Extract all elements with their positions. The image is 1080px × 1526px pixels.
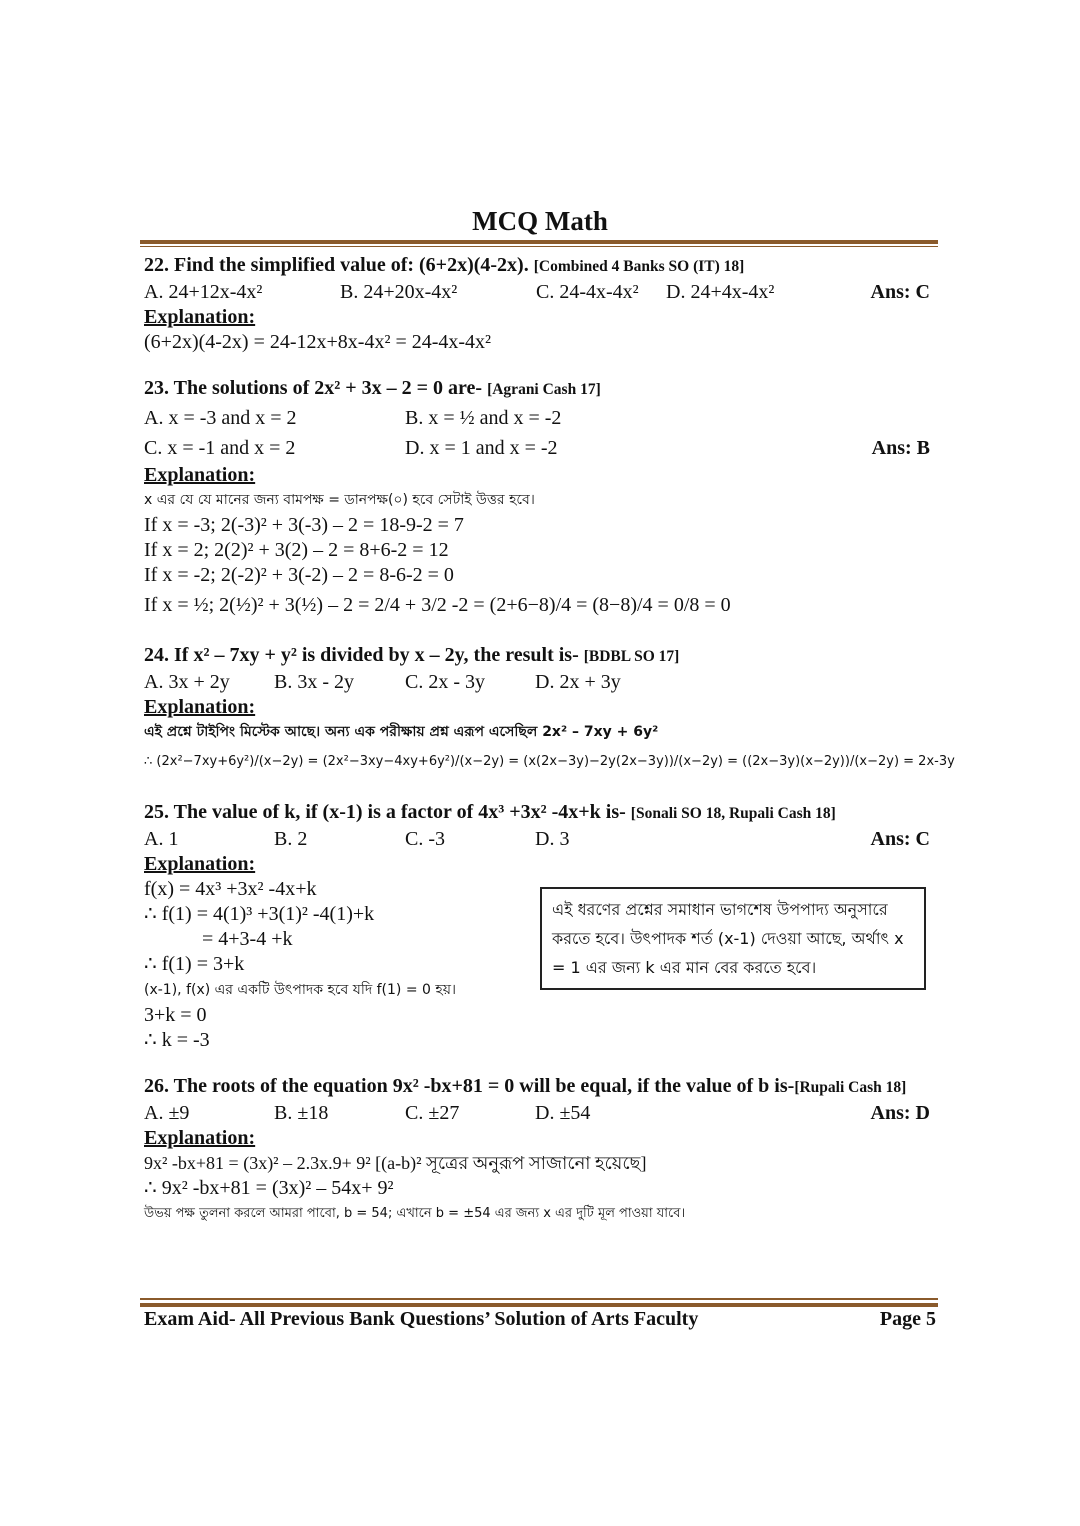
explanation-line: f(x) = 4x³ +3x² -4x+k <box>144 878 317 900</box>
explanation-heading: Explanation: <box>144 696 256 718</box>
question-text: 26. The roots of the equation 9x² -bx+81 = 0 will be equal, if the value of b is-[Rupali Cash 18] <box>144 1075 907 1097</box>
option-a: A. 24+12x-4x² <box>144 281 263 303</box>
option-b: B. 2 <box>274 828 308 850</box>
explanation-heading: Explanation: <box>144 1127 256 1149</box>
option-b: B. 24+20x-4x² <box>340 281 458 303</box>
page-title: MCQ Math <box>472 206 608 236</box>
option-a: A. 3x + 2y <box>144 671 230 693</box>
explanation-line: = 4+3-4 +k <box>202 928 293 950</box>
question-23 <box>144 375 930 622</box>
option-d: D. 2x + 3y <box>535 671 621 693</box>
answer: Ans: C <box>870 828 930 850</box>
option-d: D. x = 1 and x = -2 <box>405 437 558 459</box>
note-box: এই ধরণের প্রশ্নের সমাধান ভাগশেষ উপপাদ্য অনুসারে করতে হবে। উৎপাদক শর্ত (x-1) দেওয়া আছে, অর্থাৎ x = 1 এর জন্য k এর মান বের করতে হবে। <box>540 887 926 990</box>
question-text: 22. Find the simplified value of: (6+2x)(4-2x). [Combined 4 Banks SO (IT) 18] <box>144 254 745 276</box>
explanation-line: ∴ k = -3 <box>144 1029 210 1051</box>
header-rule <box>140 240 938 244</box>
footer-title: Exam Aid- All Previous Bank Questions’ Solution of Arts Faculty <box>144 1308 699 1330</box>
explanation-line: If x = -2; 2(-2)² + 3(-2) – 2 = 8-6-2 = 0 <box>144 564 454 586</box>
explanation-line: এই প্রশ্নে টাইপিং মিস্টেক আছে। অন্য এক পরীক্ষায় প্রশ্ন এরূপ এসেছিল 2x² – 7xy + 6y² <box>144 724 659 740</box>
explanation-line: If x = ½; 2(½)² + 3(½) – 2 = 2/4 + 3/2 -2 = (2+6−8)/4 = (8−8)/4 = 0/8 = 0 <box>144 594 731 616</box>
question-text: 23. The solutions of 2x² + 3x – 2 = 0 are- [Agrani Cash 17] <box>144 377 601 399</box>
question-26 <box>144 1073 930 1226</box>
footer-rule <box>140 1303 938 1307</box>
explanation-line: 3+k = 0 <box>144 1004 207 1026</box>
page-content <box>144 252 955 1246</box>
option-d: D. 3 <box>535 828 570 850</box>
option-c: C. -3 <box>405 828 445 850</box>
question-text: 25. The value of k, if (x-1) is a factor of 4x³ +3x² -4x+k is- [Sonali SO 18, Rupali Cash 18] <box>144 801 836 823</box>
option-d: D. 24+4x-4x² <box>666 281 775 303</box>
options-row <box>144 1101 930 1126</box>
explanation-heading: Explanation: <box>144 853 256 875</box>
question-24 <box>144 642 955 779</box>
option-a: A. 1 <box>144 828 179 850</box>
option-d: D. ±54 <box>535 1102 591 1124</box>
options-row <box>144 670 930 695</box>
explanation-line: ∴ (2x²−7xy+6y²)/(x−2y) = (2x²−3xy−4xy+6y²)/(x−2y) = (x(2x−3y)−2y(2x−3y))/(x−2y) = ((2x−3y)(x−2y))/(x−2y) = 2x-3y <box>144 754 955 769</box>
explanation-line: If x = -3; 2(-3)² + 3(-3) – 2 = 18-9-2 = 7 <box>144 514 464 536</box>
footer-rule-thin <box>140 1298 938 1300</box>
explanation-line: ∴ f(1) = 4(1)³ +3(1)² -4(1)+k <box>144 903 375 925</box>
options-row <box>144 827 930 852</box>
option-c: C. 24-4x-4x² <box>536 281 639 303</box>
options-row <box>144 403 930 433</box>
explanation-line: ∴ f(1) = 3+k <box>144 953 245 975</box>
explanation-heading: Explanation: <box>144 306 256 328</box>
explanation-line: If x = 2; 2(2)² + 3(2) – 2 = 8+6-2 = 12 <box>144 539 449 561</box>
explanation-line: ∴ 9x² -bx+81 = (3x)² – 54x+ 9² <box>144 1177 394 1199</box>
page-number: Page 5 <box>879 1308 936 1330</box>
explanation-heading: Explanation: <box>144 464 256 486</box>
option-c: C. 2x - 3y <box>405 671 485 693</box>
explanation-line: উভয় পক্ষ তুলনা করলে আমরা পাবো, b = 54; এখানে b = ±54 এর জন্য x এর দুটি মূল পাওয়া যাবে। <box>144 1206 686 1221</box>
option-b: B. ±18 <box>274 1102 329 1124</box>
explanation-line: (6+2x)(4-2x) = 24-12x+8x-4x² = 24-4x-4x² <box>144 331 492 353</box>
option-a: A. ±9 <box>144 1102 190 1124</box>
option-c: C. x = -1 and x = 2 <box>144 437 296 459</box>
header-rule-thin <box>140 246 938 247</box>
option-a: A. x = -3 and x = 2 <box>144 407 297 429</box>
question-text: 24. If x² – 7xy + y² is divided by x – 2y, the result is- [BDBL SO 17] <box>144 644 680 666</box>
explanation-line: x এর যে যে মানের জন্য বামপক্ষ = ডানপক্ষ(০) হবে সেটাই উত্তর হবে। <box>144 492 535 508</box>
options-row <box>144 280 930 305</box>
option-b: B. x = ½ and x = -2 <box>405 407 562 429</box>
answer: Ans: B <box>871 437 930 459</box>
answer: Ans: D <box>870 1102 930 1124</box>
question-22 <box>144 252 930 355</box>
option-c: C. ±27 <box>405 1102 460 1124</box>
options-row <box>144 433 930 463</box>
answer: Ans: C <box>870 281 930 303</box>
explanation-line: (x-1), f(x) এর একটি উৎপাদক হবে যদি f(1) = 0 হয়। <box>144 982 456 998</box>
explanation-line: 9x² -bx+81 = (3x)² – 2.3x.9+ 9² [(a-b)² সূত্রের অনুরূপ সাজানো হয়েছে] <box>144 1153 647 1173</box>
option-b: B. 3x - 2y <box>274 671 354 693</box>
